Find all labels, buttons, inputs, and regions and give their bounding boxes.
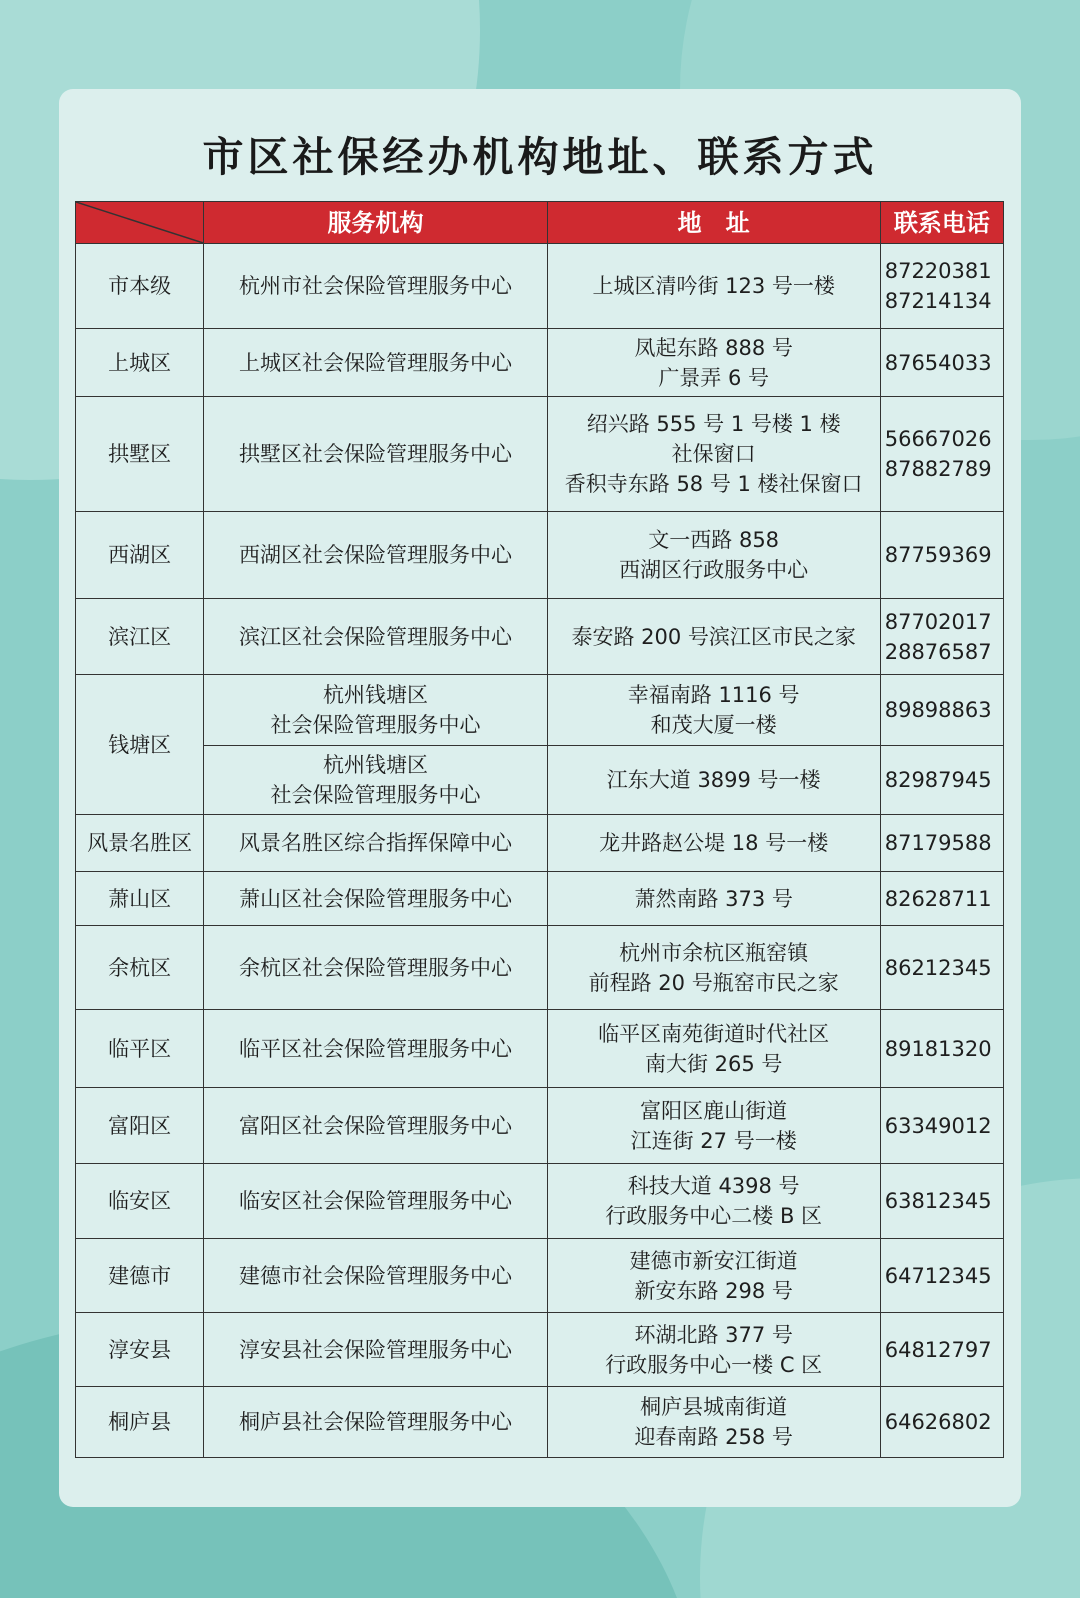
phone-cell-line: 87702017: [884, 609, 992, 634]
phone-cell-line: 87214134: [884, 289, 992, 313]
phone-cell: [880, 1088, 1003, 1164]
diagonal-line: [76, 202, 203, 243]
address-cell-line: 上城区清吟街 123 号一楼: [592, 274, 835, 298]
address-cell-line: 幸福南路 1116 号: [627, 683, 800, 707]
table-row: [76, 599, 1004, 675]
phone-cell-line: 86212345: [884, 955, 992, 980]
header-org: 服务机构: [204, 202, 547, 244]
phone-cell-line: 89181320: [884, 1036, 992, 1061]
org-cell-line: 建德市社会保险管理服务中心: [238, 1263, 512, 1288]
org-cell: [204, 872, 547, 926]
address-cell-line: 江连街 27 号一楼: [630, 1128, 797, 1153]
address-cell: [547, 675, 880, 746]
org-cell: [204, 675, 547, 746]
phone-cell: [880, 512, 1003, 599]
phone-cell-line: 89898863: [884, 698, 992, 722]
phone-cell: [880, 1387, 1003, 1458]
phone-cell-line: 64626802: [884, 1410, 992, 1434]
address-cell-line: 科技大道 4398 号: [627, 1174, 800, 1198]
address-cell-line: 广景弄 6 号: [658, 365, 770, 390]
table-row: [76, 872, 1004, 926]
address-cell: [547, 1239, 880, 1313]
district-cell: 市本级: [76, 244, 204, 329]
table-header-row: [76, 202, 1004, 244]
district-cell: 萧山区: [76, 872, 204, 926]
district-cell: 富阳区: [76, 1088, 204, 1164]
table-row: [76, 1088, 1004, 1164]
phone-cell: [880, 1164, 1003, 1239]
table-row: [76, 1010, 1004, 1088]
org-cell: [204, 1088, 547, 1164]
content-card: [59, 89, 1021, 1507]
table-row: [76, 1387, 1004, 1458]
address-cell-line: 行政服务中心一楼 C 区: [605, 1352, 823, 1377]
table-body: [76, 244, 1004, 1458]
phone-cell-line: 56667026: [884, 427, 992, 451]
org-cell: [204, 1164, 547, 1239]
page-title: 市区社保经办机构地址、联系方式: [202, 133, 878, 181]
district-cell: 西湖区: [76, 512, 204, 599]
address-cell-line: 和茂大厦一楼: [650, 713, 777, 737]
org-cell-line: 萧山区社会保险管理服务中心: [238, 886, 512, 911]
address-cell-line: 香积寺东路 58 号 1 楼社保窗口: [564, 472, 863, 496]
org-cell-line: 淳安县社会保险管理服务中心: [238, 1337, 512, 1362]
org-cell: [204, 815, 547, 872]
district-cell: 临安区: [76, 1164, 204, 1239]
district-cell: 临平区: [76, 1010, 204, 1088]
phone-cell-line: 87179588: [884, 831, 992, 855]
phone-cell: [880, 815, 1003, 872]
district-cell: 滨江区: [76, 599, 204, 675]
phone-cell: [880, 1010, 1003, 1088]
table-row: [76, 746, 1004, 815]
org-cell-line: 杭州市社会保险管理服务中心: [238, 274, 512, 298]
district-cell: 桐庐县: [76, 1387, 204, 1458]
address-cell: [547, 1010, 880, 1088]
table-row: [76, 397, 1004, 512]
address-cell: [547, 1088, 880, 1164]
address-cell-line: 桐庐县城南街道: [640, 1395, 788, 1419]
address-cell-line: 龙井路赵公堤 18 号一楼: [599, 831, 829, 855]
phone-cell-line: 87759369: [884, 543, 992, 567]
district-cell: 上城区: [76, 329, 204, 397]
address-cell-line: 凤起东路 888 号: [634, 335, 793, 360]
phone-cell-line: 64812797: [884, 1337, 992, 1362]
phone-cell: [880, 244, 1003, 329]
address-cell-line: 文一西路 858: [648, 528, 780, 552]
address-cell-line: 迎春南路 258 号: [634, 1425, 793, 1449]
address-cell-line: 建德市新安江街道: [629, 1248, 798, 1273]
phone-cell: [880, 746, 1003, 815]
org-cell: [204, 599, 547, 675]
table-row: [76, 815, 1004, 872]
address-cell-line: 富阳区鹿山街道: [640, 1098, 788, 1123]
phone-cell: [880, 872, 1003, 926]
org-cell-line: 上城区社会保险管理服务中心: [238, 350, 512, 375]
phone-cell-line: 87654033: [884, 350, 992, 375]
district-cell: 风景名胜区: [76, 815, 204, 872]
org-cell-line: 杭州钱塘区: [322, 753, 428, 777]
org-cell-line: 临安区社会保险管理服务中心: [238, 1189, 512, 1213]
address-cell: [547, 872, 880, 926]
phone-cell: [880, 675, 1003, 746]
org-cell: [204, 1313, 547, 1387]
address-cell: [547, 926, 880, 1010]
org-cell: [204, 512, 547, 599]
address-cell: [547, 512, 880, 599]
address-cell: [547, 1164, 880, 1239]
org-cell: [204, 1010, 547, 1088]
phone-cell: [880, 397, 1003, 512]
address-cell-line: 南大街 265 号: [644, 1051, 783, 1076]
org-cell-line: 社会保险管理服务中心: [270, 783, 481, 807]
phone-cell-line: 82987945: [884, 768, 992, 792]
org-cell-line: 杭州钱塘区: [322, 683, 428, 707]
district-cell: 余杭区: [76, 926, 204, 1010]
header-address: 地 址: [547, 202, 880, 244]
org-cell: [204, 329, 547, 397]
org-cell: [204, 1387, 547, 1458]
district-cell: 钱塘区: [76, 675, 204, 815]
address-cell: [547, 815, 880, 872]
address-cell-line: 西湖区行政服务中心: [619, 558, 809, 582]
org-cell-line: 余杭区社会保险管理服务中心: [238, 955, 512, 980]
org-cell: [204, 1239, 547, 1313]
office-table: [75, 201, 1004, 1458]
phone-cell-line: 28876587: [884, 639, 992, 664]
address-cell: [547, 599, 880, 675]
org-cell: [204, 926, 547, 1010]
phone-cell: [880, 329, 1003, 397]
table-row: [76, 1164, 1004, 1239]
phone-cell-line: 63349012: [884, 1113, 992, 1138]
table-row: [76, 512, 1004, 599]
address-cell-line: 江东大道 3899 号一楼: [606, 768, 821, 792]
org-cell: [204, 397, 547, 512]
address-cell-line: 社保窗口: [671, 442, 756, 466]
org-cell-line: 社会保险管理服务中心: [270, 713, 481, 737]
org-cell-line: 桐庐县社会保险管理服务中心: [238, 1410, 512, 1434]
org-cell-line: 临平区社会保险管理服务中心: [238, 1036, 512, 1061]
address-cell-line: 行政服务中心二楼 B 区: [605, 1204, 823, 1228]
org-cell-line: 风景名胜区综合指挥保障中心: [238, 831, 512, 855]
address-cell: [547, 329, 880, 397]
address-cell-line: 环湖北路 377 号: [634, 1322, 793, 1347]
phone-cell-line: 87882789: [884, 457, 992, 481]
table-row: [76, 1239, 1004, 1313]
phone-cell: [880, 1239, 1003, 1313]
address-cell-line: 萧然南路 373 号: [634, 886, 793, 911]
address-cell-line: 泰安路 200 号滨江区市民之家: [571, 624, 856, 649]
district-cell: 建德市: [76, 1239, 204, 1313]
org-cell: [204, 746, 547, 815]
phone-cell: [880, 1313, 1003, 1387]
address-cell: [547, 397, 880, 512]
table-row: [76, 926, 1004, 1010]
org-cell-line: 西湖区社会保险管理服务中心: [238, 543, 512, 567]
address-cell: [547, 244, 880, 329]
phone-cell: [880, 926, 1003, 1010]
address-cell-line: 前程路 20 号瓶窑市民之家: [588, 970, 839, 995]
org-cell: [204, 244, 547, 329]
address-cell: [547, 1313, 880, 1387]
phone-cell-line: 63812345: [884, 1189, 992, 1213]
phone-cell-line: 82628711: [884, 886, 992, 911]
table-row: [76, 244, 1004, 329]
address-cell-line: 临平区南苑街道时代社区: [598, 1021, 830, 1046]
table-row: [76, 675, 1004, 746]
phone-cell-line: 87220381: [884, 259, 992, 283]
org-cell-line: 滨江区社会保险管理服务中心: [238, 624, 512, 649]
address-cell-line: 新安东路 298 号: [634, 1278, 793, 1303]
org-cell-line: 拱墅区社会保险管理服务中心: [238, 442, 512, 466]
address-cell: [547, 746, 880, 815]
header-phone: 联系电话: [880, 202, 1003, 244]
address-cell: [547, 1387, 880, 1458]
phone-cell-line: 64712345: [884, 1263, 992, 1288]
corner-cell: [76, 202, 204, 244]
district-cell: 淳安县: [76, 1313, 204, 1387]
table-row: [76, 329, 1004, 397]
phone-cell: [880, 599, 1003, 675]
org-cell-line: 富阳区社会保险管理服务中心: [238, 1113, 512, 1138]
table-row: [76, 1313, 1004, 1387]
district-cell: 拱墅区: [76, 397, 204, 512]
address-cell-line: 杭州市余杭区瓶窑镇: [619, 940, 809, 965]
address-cell-line: 绍兴路 555 号 1 号楼 1 楼: [586, 412, 841, 436]
